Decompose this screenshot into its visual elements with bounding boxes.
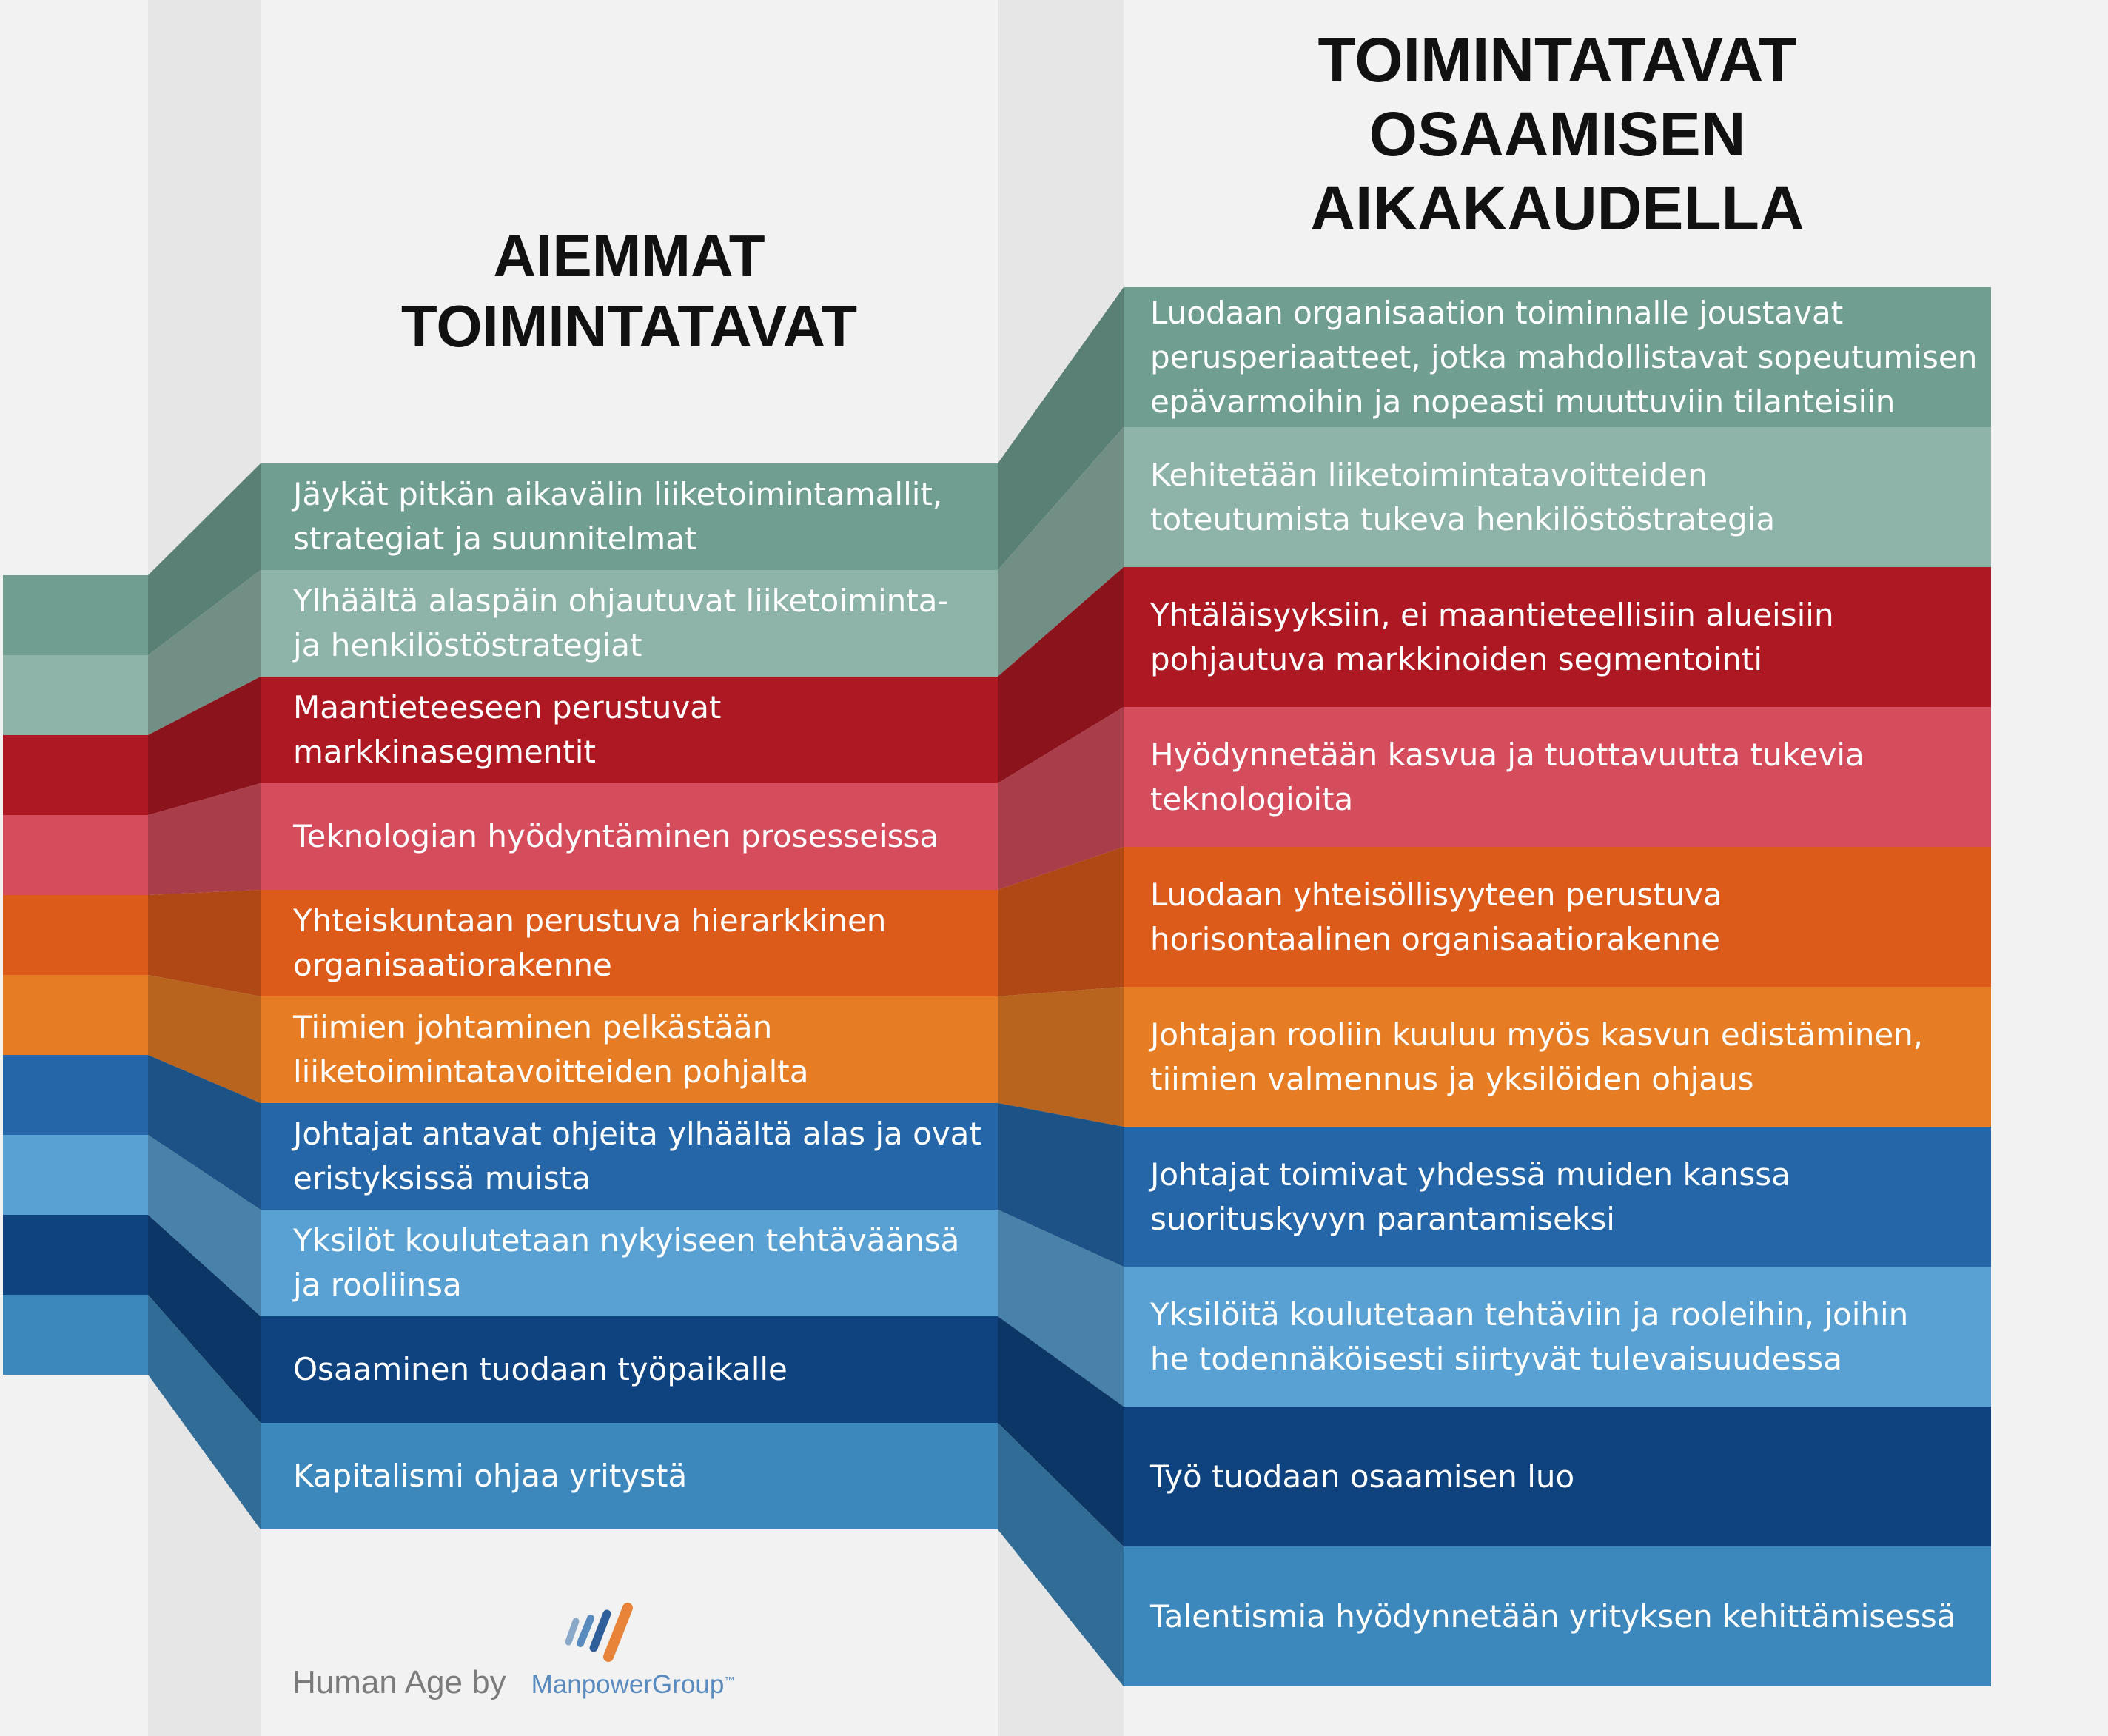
ribbon-connector-right-6 xyxy=(998,987,1124,1127)
footer-brand xyxy=(531,1670,735,1700)
new-practice-2: Kehitetään liiketoimintatavoitteiden toteutumista tukeva henkilöstöstrategia xyxy=(1150,456,1776,537)
ribbon-stub-5 xyxy=(3,895,148,975)
left-heading-line-1: AIEMMAT xyxy=(493,223,765,289)
ribbon-stub-3 xyxy=(3,735,148,815)
new-practice-7: Johtajat toimivat yhdessä muiden kanssa suorituskyvyn parantamiseksi xyxy=(1150,1156,1790,1237)
footer-trademark: ™ xyxy=(724,1674,735,1686)
right-heading xyxy=(1124,24,1991,246)
footer-human-age-by: Human Age by xyxy=(292,1664,506,1700)
new-practice-8: Yksilöitä koulutetaan tehtäviin ja rooleihin, joihin he todennäköisesti siirtyvät tulevaisuudessa xyxy=(1150,1296,1909,1377)
new-practice-5: Luodaan yhteisöllisyyteen perustuva horisontaalinen organisaatiorakenne xyxy=(1150,876,1722,957)
right-heading-line-1: TOIMINTATAVAT xyxy=(1318,25,1797,95)
new-practice-3: Yhtäläisyyksiin, ei maantieteellisiin alueisiin pohjautuva markkinoiden segmentointi xyxy=(1150,596,1834,677)
old-practice-2: Ylhäältä alaspäin ohjautuvat liiketoiminta- ja henkilöstöstrategiat xyxy=(293,583,949,663)
left-heading xyxy=(261,221,998,361)
old-practice-3: Maantieteeseen perustuvat markkinasegmentit xyxy=(293,689,722,770)
left-heading-line-2: TOIMINTATAVAT xyxy=(400,293,858,360)
ribbon-stub-10 xyxy=(3,1295,148,1375)
ribbon-stub-4 xyxy=(3,815,148,895)
new-practice-4: Hyödynnetään kasvua ja tuottavuutta tukevia teknologioita xyxy=(1150,736,1864,817)
right-heading-line-3: AIKAKAUDELLA xyxy=(1310,172,1805,243)
old-practice-6: Tiimien johtaminen pelkästään liiketoimintatavoitteiden pohjalta xyxy=(293,1009,809,1090)
old-practice-4: Teknologian hyödyntäminen prosesseissa xyxy=(293,818,939,854)
old-practice-10: Kapitalismi ohjaa yritystä xyxy=(293,1458,688,1494)
old-practice-7: Johtajat antavat ohjeita ylhäältä alas ja ovat eristyksissä muista xyxy=(293,1116,981,1196)
old-practice-8: Yksilöt koulutetaan nykyiseen tehtäväänsä ja rooliinsa xyxy=(293,1222,960,1303)
manpowergroup-logo-icon xyxy=(563,1599,644,1666)
old-practice-5: Yhteiskuntaan perustuva hierarkkinen organisaatiorakenne xyxy=(293,902,887,983)
ribbon-stub-6 xyxy=(3,975,148,1055)
old-practice-9: Osaaminen tuodaan työpaikalle xyxy=(293,1351,788,1387)
new-practice-1: Luodaan organisaation toiminnalle joustavat perusperiaatteet, jotka mahdollistavat sopeutumisen epävarmoihin ja nopeasti muuttuviin tilanteisiin xyxy=(1150,294,1978,420)
new-practice-6: Johtajan rooliin kuuluu myös kasvun edistäminen, tiimien valmennus ja yksilöiden ohjaus xyxy=(1150,1016,1924,1097)
ribbon-stub-8 xyxy=(3,1135,148,1215)
ribbon-stub-2 xyxy=(3,655,148,735)
right-heading-line-2: OSAAMISEN xyxy=(1369,98,1746,169)
footer xyxy=(292,1664,734,1701)
ribbon-stub-7 xyxy=(3,1055,148,1135)
new-practice-10: Talentismia hyödynnetään yrityksen kehittämisessä xyxy=(1150,1598,1956,1635)
ribbon-stub-1 xyxy=(3,575,148,655)
footer-brand-name: ManpowerGroup xyxy=(531,1670,725,1699)
old-practice-1: Jäykät pitkän aikavälin liiketoimintamallit, strategiat ja suunnitelmat xyxy=(293,476,943,557)
new-practice-9: Työ tuodaan osaamisen luo xyxy=(1150,1458,1575,1495)
ribbon-stub-9 xyxy=(3,1215,148,1295)
